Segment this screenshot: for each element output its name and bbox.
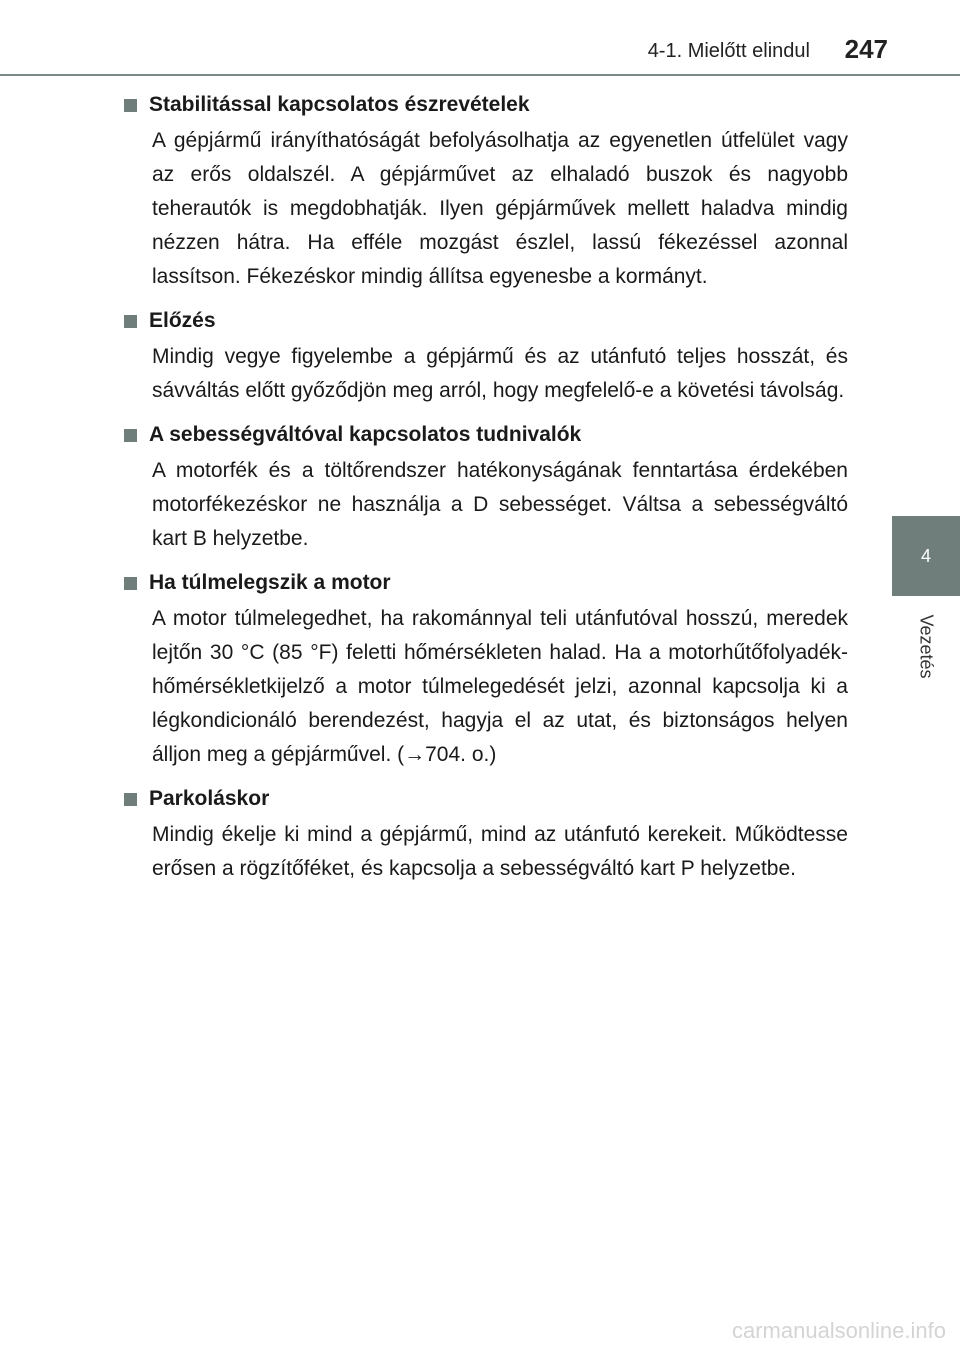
section-heading-text: Stabilitással kapcsolatos észrevételek bbox=[149, 93, 530, 116]
section-transmission bbox=[124, 418, 848, 556]
watermark: carmanualsonline.info bbox=[731, 1318, 946, 1343]
square-bullet-icon bbox=[124, 577, 137, 590]
section-heading bbox=[124, 782, 848, 816]
section-heading bbox=[124, 566, 848, 600]
chapter-tab[interactable] bbox=[892, 516, 960, 596]
section-stability bbox=[124, 88, 848, 294]
square-bullet-icon bbox=[124, 99, 137, 112]
section-heading-text: Ha túlmelegszik a motor bbox=[149, 571, 391, 594]
section-body: A motor túlmelegedhet, ha rakománnyal teli utánfutóval hosszú, meredek lejtőn 30 °C (85 °F) feletti hőmérsékleten halad. Ha a motorhűtőfolyadék-hőmérsékletkijelző a motor túlmelegedését jelzi, azonnal kapcsolja ki a légkondicionáló berendezést, hagyja el az utat, és biztonságos helyen álljon meg a gépjárművel. (→704. o.) bbox=[152, 607, 848, 766]
section-body: A gépjármű irányíthatóságát befolyásolhatja az egyenetlen útfelület vagy az erős oldalszél. A gépjárművet az elhaladó buszok és nagyobb teherautók is megdobhatják. Ilyen gépjárművek mellett haladva mindig nézzen hátra. Ha efféle mozgást észlel, lassú fékezéssel azonnal lassítson. Fékezéskor mindig állítsa egyenesbe a kormányt. bbox=[152, 129, 848, 288]
page-header bbox=[0, 0, 960, 80]
section-heading bbox=[124, 418, 848, 452]
section-heading-text: Parkoláskor bbox=[149, 787, 270, 810]
square-bullet-icon bbox=[124, 793, 137, 806]
square-bullet-icon bbox=[124, 429, 137, 442]
page-content bbox=[124, 88, 848, 896]
section-heading-text: A sebességváltóval kapcsolatos tudnivalók bbox=[149, 423, 582, 446]
section-heading bbox=[124, 304, 848, 338]
chapter-number: 4 bbox=[920, 545, 931, 566]
chapter-label: Vezetés bbox=[916, 613, 937, 679]
section-heading-text: Előzés bbox=[149, 309, 216, 332]
section-body: A motorfék és a töltőrendszer hatékonyságának fenntartása érdekében motorfékezéskor ne használja a D sebességet. Váltsa a sebességváltó kart B helyzetbe. bbox=[152, 459, 848, 550]
square-bullet-icon bbox=[124, 315, 137, 328]
section-overtaking bbox=[124, 304, 848, 408]
section-body: Mindig vegye figyelembe a gépjármű és az utánfutó teljes hosszát, és sávváltás előtt győződjön meg arról, hogy megfelelő-e a követési távolság. bbox=[152, 345, 848, 402]
section-heading bbox=[124, 88, 848, 122]
section-body: Mindig ékelje ki mind a gépjármű, mind az utánfutó kerekeit. Működtesse erősen a rögzítőféket, és kapcsolja a sebességváltó kart P helyzetbe. bbox=[152, 823, 848, 880]
header-divider bbox=[0, 74, 960, 76]
page-number: 247 bbox=[844, 34, 888, 64]
section-title: 4-1. Mielőtt elindul bbox=[647, 40, 810, 62]
section-overheating bbox=[124, 566, 848, 772]
chapter-label-container bbox=[892, 596, 960, 696]
section-parking bbox=[124, 782, 848, 886]
